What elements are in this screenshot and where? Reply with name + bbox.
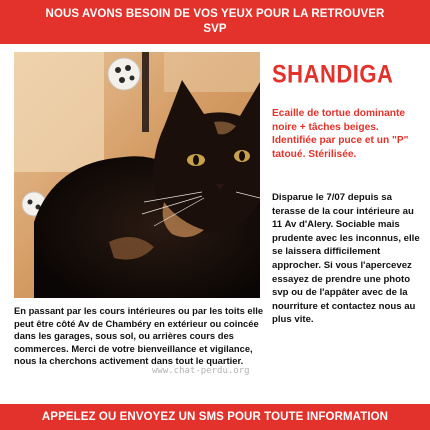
disappearance-details: Disparue le 7/07 depuis sa terasse de la cour intérieure au 11 Av d'Alery. Sociable mais prudente avec les inconnus, elle se laissera difficilement approcher. Si vous l'apercevez essayez de prendre une photo svp ou de l'appâter avec de la nourriture et contactez nous au plus vite. bbox=[272, 192, 420, 326]
bottom-banner bbox=[0, 404, 430, 430]
watermark: www.chat-perdu.org bbox=[152, 366, 250, 376]
tortoiseshell-cat-photo-icon bbox=[14, 52, 260, 298]
cat-identification: Ecaille de tortue dominante noire + tâches beiges. Identifiée par puce et un "P" tatoué. Stérilisée. bbox=[272, 108, 409, 160]
search-notes: En passant par les cours intérieures ou par les toits elle peut être côté Av de Chambéry en extérieur ou coincée dans les garages, sous sol, ou arrières cours des commerces. Merci de votre bienveillance et vigilance, nous la cherchons activement dans tout le quartier. bbox=[14, 305, 264, 367]
top-banner bbox=[0, 0, 430, 44]
top-banner-text: NOUS AVONS BESOIN DE VOS YEUX POUR LA RETROUVER SVP bbox=[45, 8, 385, 35]
cat-photo bbox=[14, 52, 260, 298]
bottom-banner-text: APPELEZ OU ENVOYEZ UN SMS POUR TOUTE INFORMATION bbox=[41, 411, 389, 423]
cat-name: SHANDIGA bbox=[272, 60, 394, 88]
